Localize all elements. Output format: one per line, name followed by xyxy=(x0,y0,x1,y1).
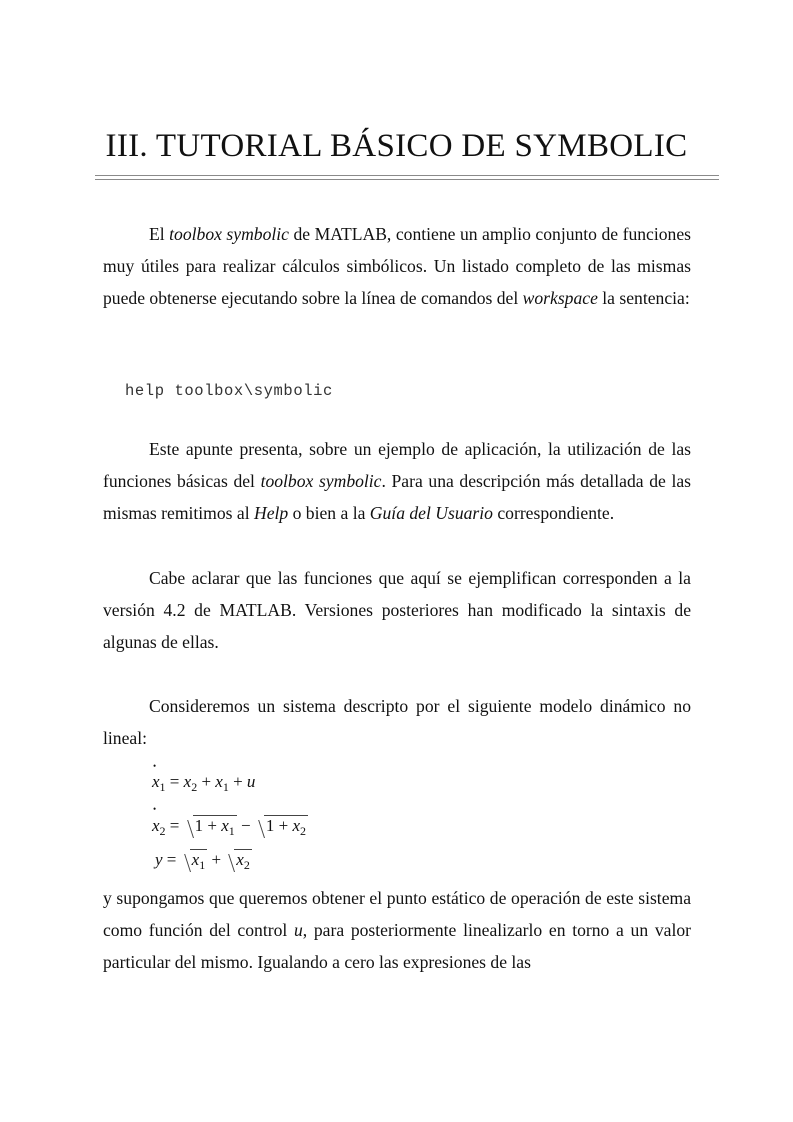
page-title: III. TUTORIAL BÁSICO DE SYMBOLIC xyxy=(105,128,688,164)
operator: + xyxy=(207,816,217,835)
text: correspondiente. xyxy=(492,503,615,524)
title-rule-bottom xyxy=(95,179,719,180)
paragraph-presentation xyxy=(103,433,691,530)
var: y xyxy=(155,850,163,869)
subscript: 1 xyxy=(228,824,235,838)
text-emphasis: toolbox symbolic xyxy=(169,224,289,244)
var: x xyxy=(221,816,229,835)
var: x xyxy=(183,772,192,791)
text-emphasis: toolbox symbolic xyxy=(260,471,382,492)
text: y supongamos que queremos obtener el punto estático de operación de este sistema como función del control xyxy=(103,888,691,941)
var: x xyxy=(152,816,160,835)
paragraph-intro xyxy=(103,218,691,315)
subscript: 2 xyxy=(300,824,307,838)
subscript: 1 xyxy=(222,780,229,794)
text: la sentencia: xyxy=(597,288,690,309)
subscript: 2 xyxy=(191,780,198,794)
text-emphasis: Guía del Usuario xyxy=(369,503,493,524)
paragraph-version-note: Cabe aclarar que las funciones que aquí se ejemplifican corresponden a la versión 4.2 de MATLAB. Versiones posteriores han modificado la sintaxis de algunas de ellas. xyxy=(103,568,691,653)
equation-3 xyxy=(155,849,252,873)
operator: + xyxy=(201,772,212,791)
text: , para posteriormente linealizarlo en torno a un valor particular del mismo. Igualando a cero las expresiones de las xyxy=(103,920,691,973)
equation-2 xyxy=(152,804,308,839)
subscript: 2 xyxy=(243,858,250,872)
code-command: help toolbox\symbolic xyxy=(125,382,333,400)
paragraph-model-intro: Consideremos un sistema descripto por el siguiente modelo dinámico no lineal: xyxy=(103,696,691,749)
text-emphasis: workspace xyxy=(522,288,598,309)
operator: = xyxy=(169,772,180,791)
text: . Para una descripción más detallada de las mismas remitimos al xyxy=(103,471,691,524)
equation-1 xyxy=(152,761,256,795)
text: El xyxy=(149,224,170,244)
derivative-dot: • xyxy=(153,761,157,771)
sqrt xyxy=(190,849,208,873)
var: x xyxy=(236,850,244,869)
operator: + xyxy=(278,816,289,835)
number: 1 xyxy=(194,816,204,835)
var: x xyxy=(191,850,200,869)
sqrt xyxy=(193,815,237,839)
operator: + xyxy=(211,850,222,869)
subscript: 1 xyxy=(199,858,206,872)
var: x xyxy=(292,816,301,835)
text: o bien a la xyxy=(288,503,370,524)
operator: + xyxy=(233,772,243,791)
var: x xyxy=(215,772,223,791)
operator: = xyxy=(169,816,180,835)
number: 1 xyxy=(265,816,275,835)
text: Este apunte presenta, sobre un ejemplo de aplicación, la utilización de las funciones básicas del xyxy=(103,439,691,492)
sqrt xyxy=(264,815,308,839)
text: de MATLAB, contiene un amplio conjunto de funciones muy útiles para realizar cálculos simbólicos. Un listado completo de las mismas puede obtenerse ejecutando sobre la línea de comandos del xyxy=(103,224,691,309)
derivative-dot: • xyxy=(153,804,157,814)
operator: = xyxy=(166,850,177,869)
var: x xyxy=(152,772,160,791)
text-emphasis: u xyxy=(293,920,303,941)
paragraph-static-point xyxy=(103,882,691,979)
operator: − xyxy=(241,816,251,835)
title-rule-top xyxy=(95,175,719,176)
subscript: 2 xyxy=(159,824,166,838)
subscript: 1 xyxy=(159,780,166,794)
var: u xyxy=(246,772,256,791)
text-emphasis: Help xyxy=(254,503,289,524)
sqrt xyxy=(234,849,252,873)
